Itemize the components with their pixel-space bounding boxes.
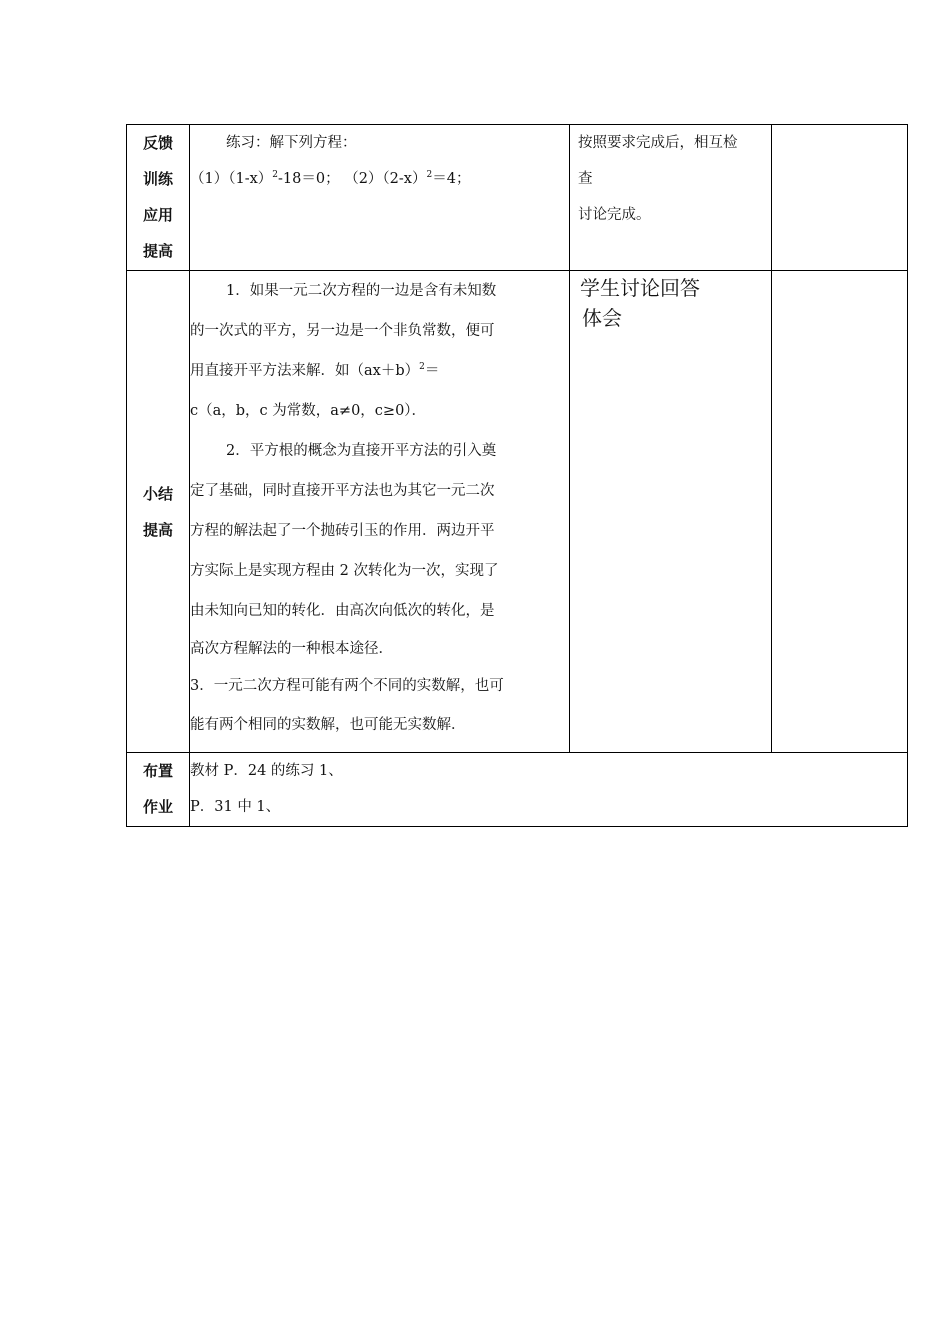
formula-exponent: 2 — [419, 362, 425, 373]
summary-line: 的一次式的平方，另一边是一个非负常数，便可 — [190, 323, 495, 339]
student-activity-line: 按照要求完成后，相互检 — [578, 135, 738, 151]
table-row — [127, 125, 908, 271]
student-activity-line: 体会 — [582, 306, 622, 330]
table-row — [127, 753, 908, 827]
label-line: 作业 — [142, 798, 173, 816]
label-line: 提高 — [142, 242, 173, 260]
summary-line: 能有两个相同的实数解，也可能无实数解． — [190, 717, 466, 733]
student-activity-cell — [570, 125, 772, 271]
label-line: 布置 — [142, 762, 173, 780]
homework-line: P．31 中 1、 — [190, 799, 281, 815]
row-label-feedback — [127, 125, 190, 271]
equation-2-base: （2）（2-x） — [344, 171, 427, 187]
summary-line: 1．如果一元二次方程的一边是含有未知数 — [226, 283, 497, 299]
summary-line: 方程的解法起了一个抛砖引玉的作用．两边开平 — [190, 523, 495, 539]
summary-line: c（a，b，c 为常数，a≠0，c≥0）． — [190, 403, 427, 419]
label-line: 反馈 — [142, 134, 173, 152]
summary-line: 定了基础，同时直接开平方法也为其它一元二次 — [190, 483, 495, 499]
blank-cell — [772, 125, 908, 271]
exercise-equations — [190, 161, 569, 197]
exercise-cell — [190, 125, 570, 271]
equation-2-exponent: 2 — [426, 170, 433, 181]
exercise-title: 练习：解下列方程： — [226, 135, 357, 151]
homework-cell — [190, 753, 908, 827]
summary-cell — [190, 271, 570, 753]
lesson-plan-table — [126, 124, 908, 827]
label-line: 小结 — [142, 484, 173, 503]
row-label-homework — [127, 753, 190, 827]
blank-cell — [772, 271, 908, 753]
student-activity-line: 查 — [578, 171, 593, 187]
student-activity-cell — [570, 271, 772, 753]
summary-line: 方实际上是实现方程由 2 次转化为一次，实现了 — [190, 563, 499, 579]
summary-line: 由未知向已知的转化．由高次向低次的转化，是 — [190, 603, 495, 619]
summary-line — [190, 351, 569, 391]
summary-line: 2．平方根的概念为直接开平方法的引入奠 — [226, 443, 497, 459]
equation-2-rest: ＝4； — [432, 171, 471, 187]
equation-1-rest: -18＝0； — [278, 171, 340, 187]
formula-equals: ＝ — [424, 363, 440, 379]
student-activity-line: 讨论完成。 — [578, 207, 651, 223]
table-row — [127, 271, 908, 753]
equation-1-exponent: 2 — [272, 170, 279, 181]
student-activity-line: 学生讨论回答 — [580, 276, 700, 300]
equation-1-base: （1）（1-x） — [190, 171, 273, 187]
summary-line: 3．一元二次方程可能有两个不同的实数解，也可 — [190, 678, 504, 694]
summary-line: 高次方程解法的一种根本途径． — [190, 641, 393, 657]
row-label-summary — [127, 271, 190, 753]
formula-base: 用直接开平方法来解．如（ax＋b） — [190, 363, 420, 379]
label-line: 训练 — [142, 170, 173, 188]
label-line: 提高 — [142, 520, 173, 539]
homework-line: 教材 P．24 的练习 1、 — [190, 763, 343, 779]
label-line: 应用 — [142, 206, 173, 224]
